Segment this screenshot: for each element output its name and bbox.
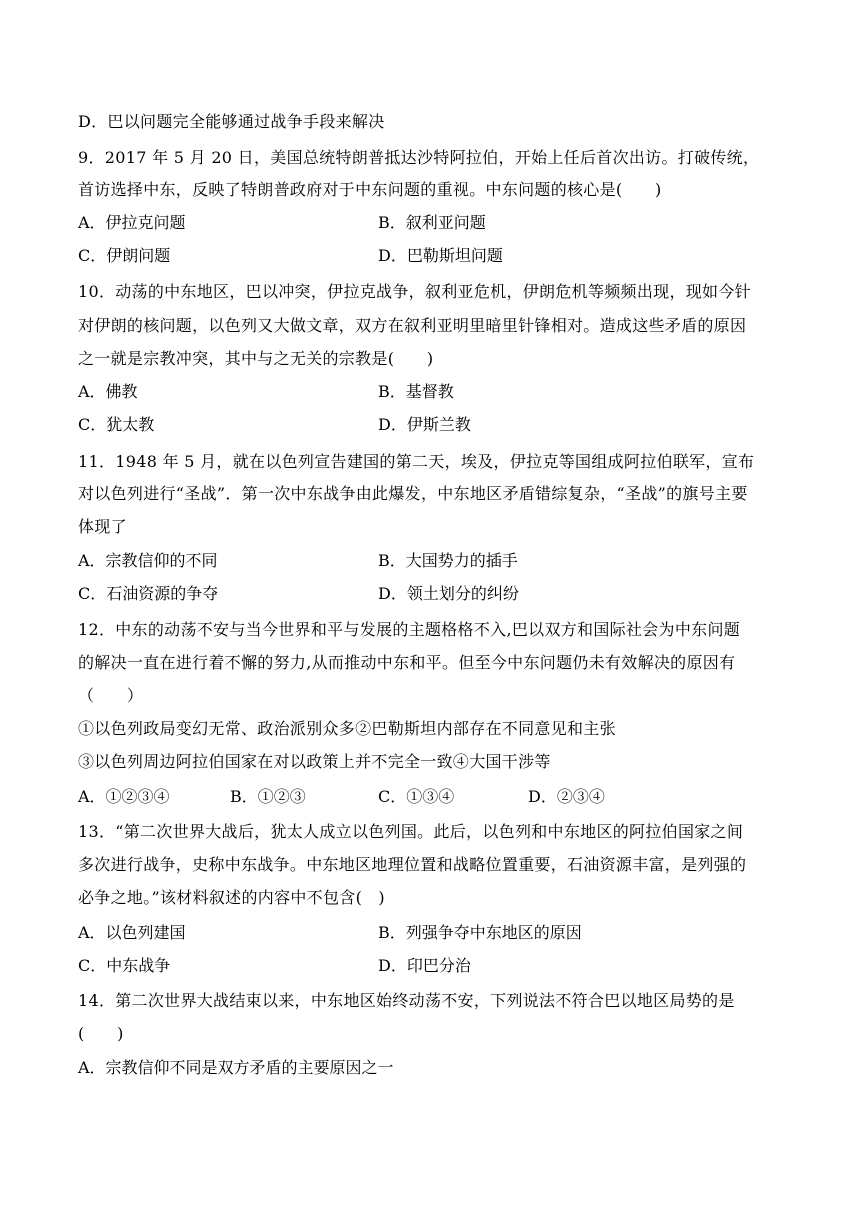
q8-option-d: D．巴以问题完全能够通过战争手段来解决	[78, 112, 385, 131]
q9-option-b: B．叙利亚问题	[378, 213, 486, 232]
q9-option-c: C．伊朗问题	[78, 246, 171, 265]
q11-stem-line-2: 对以色列进行“圣战”．第一次中东战争由此爆发，中东地区矛盾错综复杂，“圣战”的旗号主要	[78, 484, 748, 503]
q11-stem-line-1: 11．1948 年 5 月，就在以色列宣告建国的第二天，埃及，伊拉克等国组成阿拉伯联军，宣布	[78, 452, 755, 471]
q11-option-a: A．宗教信仰的不同	[78, 551, 218, 570]
q11-stem-line-3: 体现了	[78, 517, 127, 536]
q10-stem-line-2: 对伊朗的核问题，以色列又大做文章，双方在叙利亚明里暗里针锋相对。造成这些矛盾的原因	[78, 316, 747, 335]
q12-stem-line-1: 12．中东的动荡不安与当今世界和平与发展的主题格格不入,巴以双方和国际社会为中东问题	[78, 620, 741, 639]
q10-stem-line-1: 10．动荡的中东地区，巴以冲突，伊拉克战争，叙利亚危机，伊朗危机等频频出现，现如今针	[78, 282, 751, 301]
q12-option-a: A．①②③④	[78, 787, 170, 806]
q13-option-c: C．中东战争	[78, 956, 171, 975]
q14-option-a: A．宗教信仰不同是双方矛盾的主要原因之一	[78, 1058, 394, 1077]
q14-stem-line-2: ( )	[78, 1024, 124, 1043]
q10-option-b: B．基督教	[378, 382, 454, 401]
q9-option-d: D．巴勒斯坦问题	[378, 246, 503, 265]
q9-stem-line-1: 9．2017 年 5 月 20 日，美国总统特朗普抵达沙特阿拉伯，开始上任后首次出访。打破传统，	[78, 148, 760, 167]
q11-option-c: C．石油资源的争夺	[78, 584, 219, 603]
q12-option-b: B．①②③	[230, 787, 306, 806]
q10-stem-line-3: 之一就是宗教冲突，其中与之无关的宗教是( )	[78, 349, 434, 368]
q13-stem-line-2: 多次进行战争，史称中东战争。中东地区地理位置和战略位置重要，石油资源丰富，是列强的	[78, 855, 747, 874]
q10-option-a: A．佛教	[78, 382, 138, 401]
q13-option-b: B．列强争夺中东地区的原因	[378, 923, 582, 942]
q13-stem-line-3: 必争之地。”该材料叙述的内容中不包含( )	[78, 888, 385, 907]
q11-option-b: B．大国势力的插手	[378, 551, 518, 570]
q12-option-d: D．②③④	[528, 787, 605, 806]
q12-option-c: C．①③④	[378, 787, 455, 806]
q10-option-d: D．伊斯兰教	[378, 415, 471, 434]
q10-option-c: C．犹太教	[78, 415, 155, 434]
q12-item-line-1: ①以色列政局变幻无常、政治派别众多②巴勒斯坦内部存在不同意见和主张	[78, 719, 616, 738]
q13-option-a: A．以色列建国	[78, 923, 186, 942]
q9-stem-line-2: 首访选择中东，反映了特朗普政府对于中东问题的重视。中东问题的核心是( )	[78, 180, 662, 199]
q11-option-d: D．领土划分的纠纷	[378, 584, 519, 603]
q12-stem-line-2: 的解决一直在进行着不懈的努力,从而推动中东和平。但至今中东问题仍未有效解决的原因有	[78, 653, 736, 672]
q14-stem-line-1: 14．第二次世界大战结束以来，中东地区始终动荡不安，下列说法不符合巴以地区局势的是	[78, 991, 735, 1010]
q12-item-line-2: ③以色列周边阿拉伯国家在对以政策上并不完全一致④大国干涉等	[78, 752, 551, 771]
q13-stem-line-1: 13．“第二次世界大战后，犹太人成立以色列国。此后，以色列和中东地区的阿拉伯国家之间	[78, 822, 744, 841]
q12-stem-line-3: （ ）	[78, 686, 144, 705]
q9-option-a: A．伊拉克问题	[78, 213, 186, 232]
q13-option-d: D．印巴分治	[378, 956, 471, 975]
